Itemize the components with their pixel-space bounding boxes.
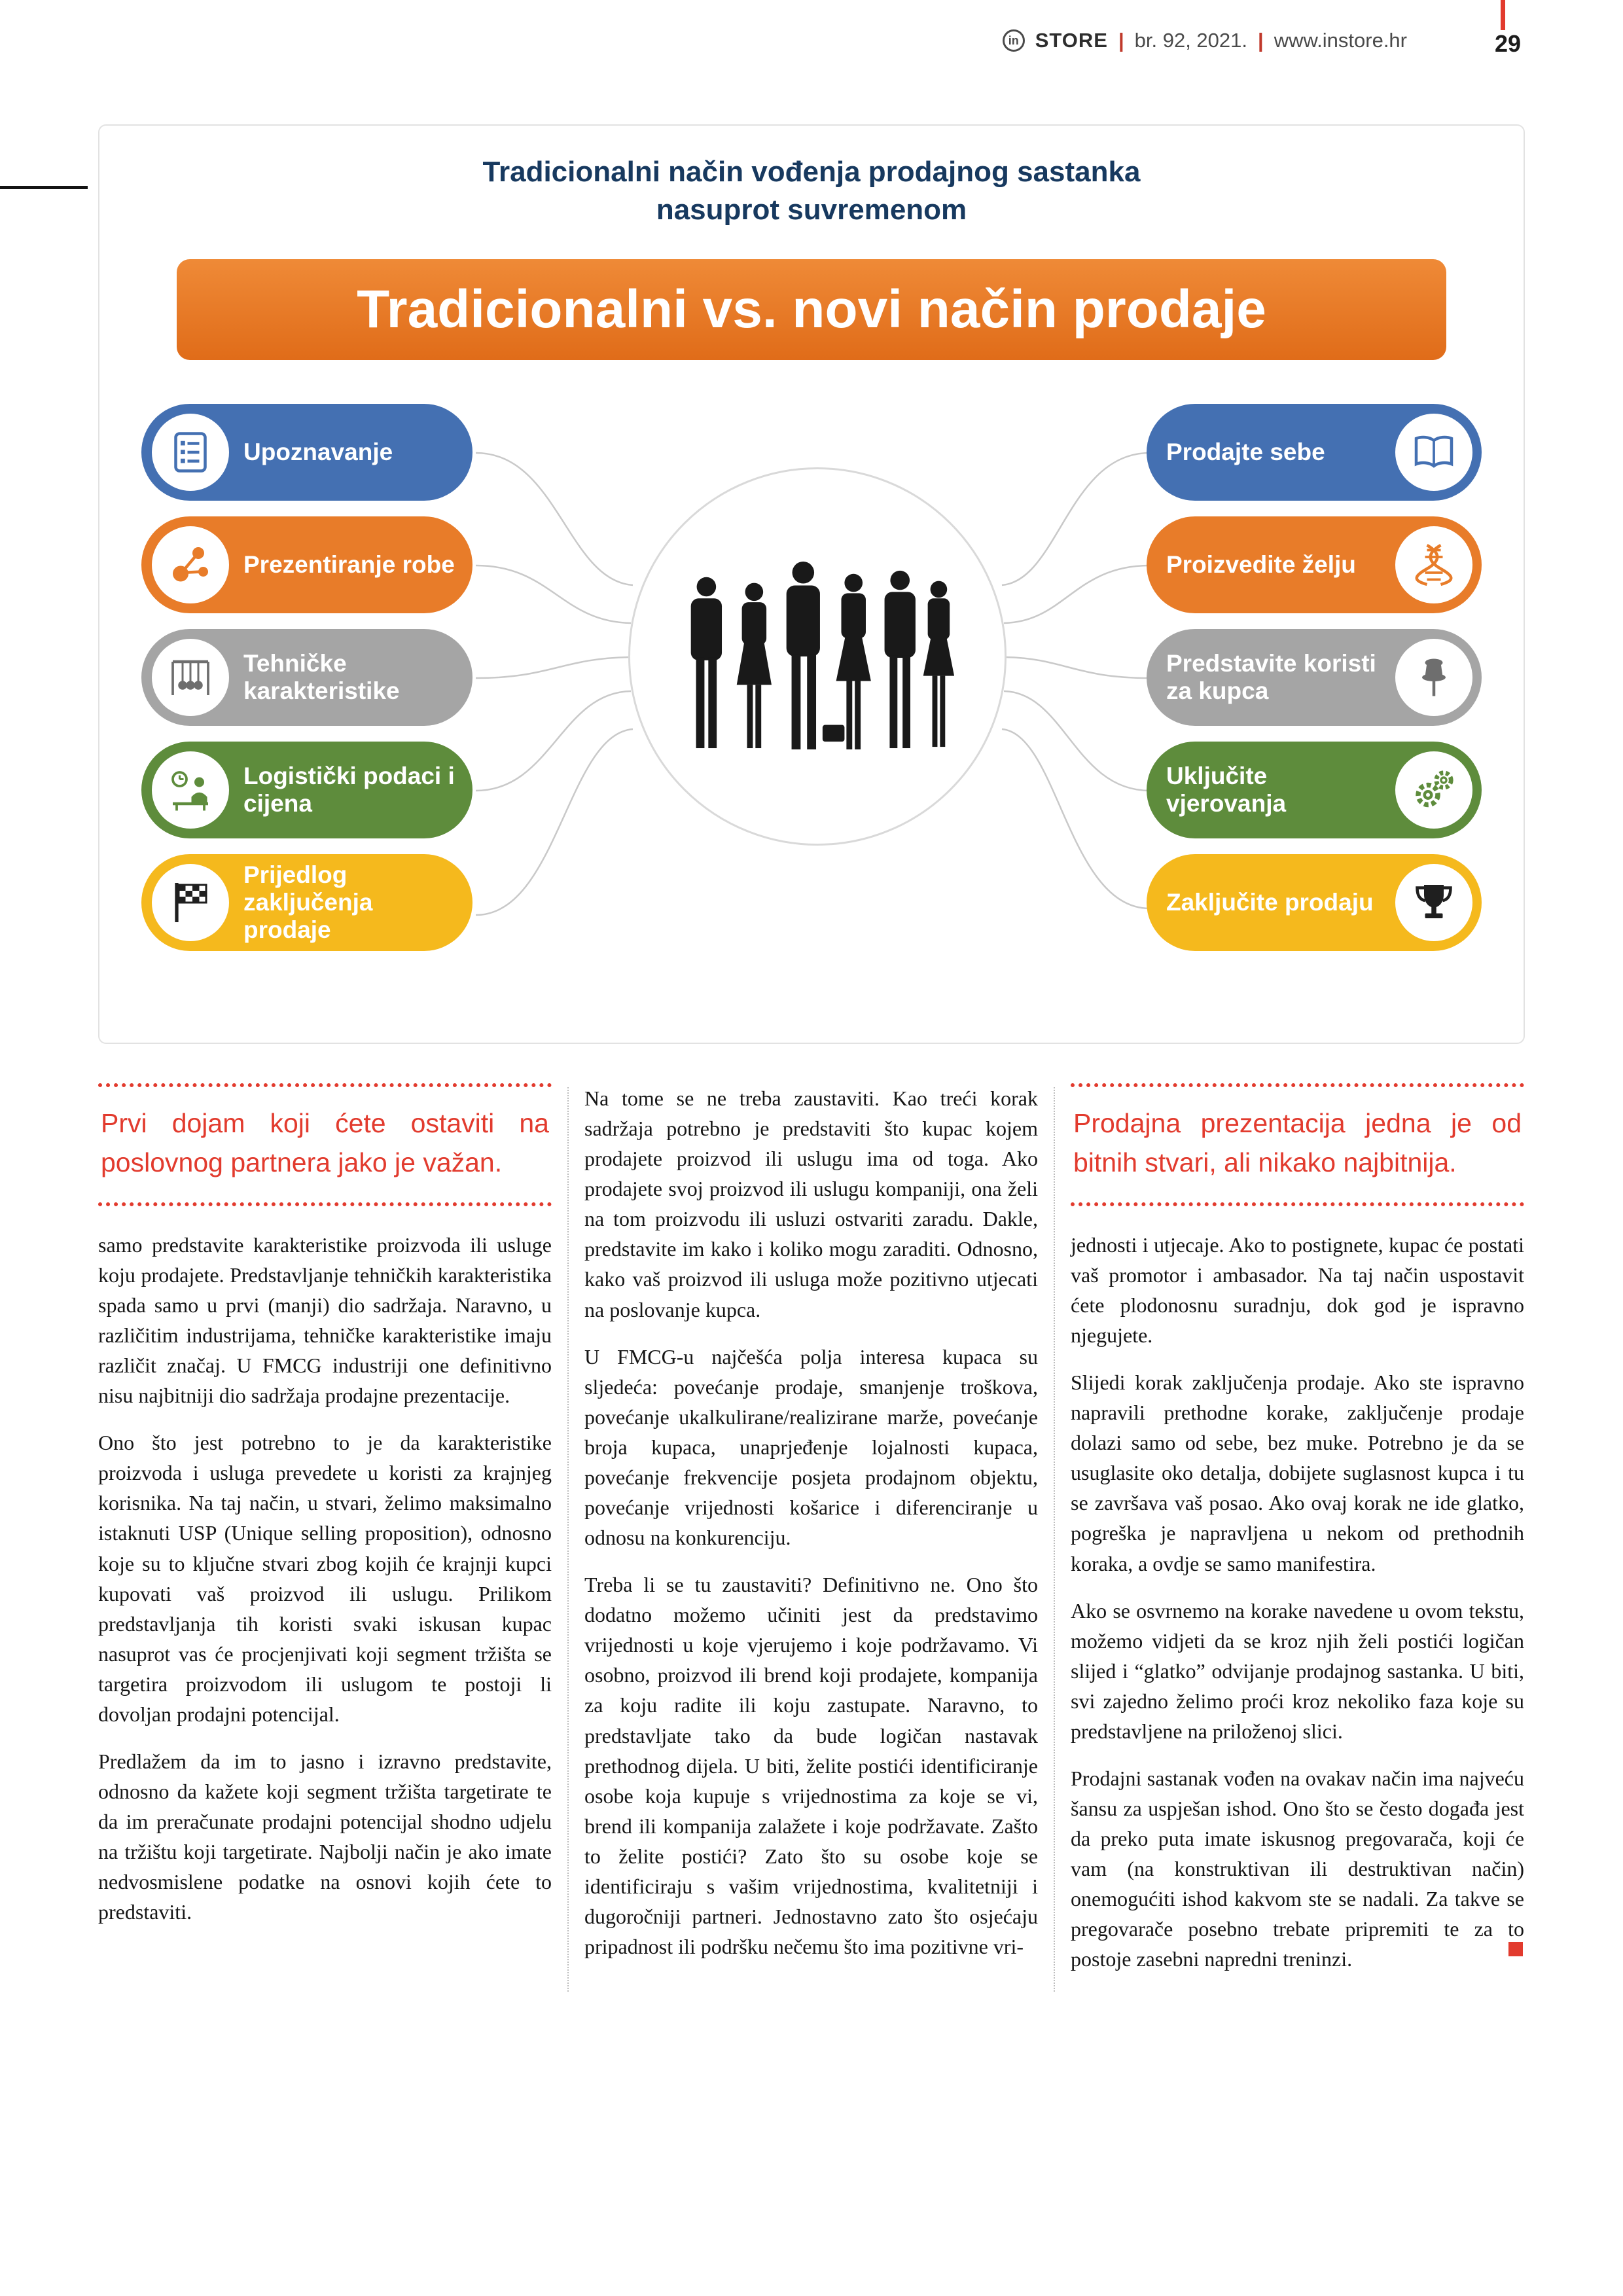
step-pill-label: Proizvedite želju [1166,550,1356,578]
step-pill-logisticki [141,742,473,838]
step-pill-label: Tehničke karakteristike [243,649,400,704]
diagram-banner [177,259,1446,360]
column-divider [1054,1087,1055,1992]
body-paragraph: Treba li se tu zaustaviti? Definitivno ne. Ono što dodatno možemo učiniti jest da predstavimo vrijednosti u koje vjerujemo i koje podržavamo. Vi osobno, proizvod ili brend koji prodajete, kompanija za koju radite ili koju zastupate. Naravno, to predstavljate tako da bude logičan nastavak prethodnog dijela. U biti, želite postići identificiranje osobe koja kupuje s vrijednostima za koje se vi, brend ili kompanija zalažete i koje podržavate. Zašto to želite postići? Zato što su osobe koje se identificiraju s vašim vrijednostima, kvalitetniji i dugoročniji partneri. Jednostavno zato što osjećaju pripadnost ili podršku nečemu što ima pozitivne vri- [584,1573,1038,1959]
step-pill-label: Upoznavanje [243,438,393,465]
checkered-flag-icon-circle [152,864,229,941]
column-2-paragraphs [584,1083,1038,1962]
business-people-silhouettes-image [630,469,1005,844]
instore-logo-icon: in [1003,29,1025,52]
header-separator: | [1258,29,1264,52]
article-end-marker [1508,1942,1523,1956]
step-pill-proizvedite-zelju [1147,516,1482,613]
page-header [1003,29,1407,52]
molecule-icon-circle [152,526,229,603]
body-paragraph: Prodajni sastanak vođen na ovakav način ima najveću šansu za uspješan ishod. Ono što se često događa jest da preko puta imate iskusnog pregovarača, koji će vam (na konstruktivan ili destruktivan način) onemogućiti ishod kakvom ste se nadali. Za takve se pregovarače posebno trebate pripremiti te za to postoje zasebni napredni treninzi. [1071,1766,1524,1971]
trophy-icon [1410,879,1457,926]
checklist-icon [167,429,214,476]
step-pill-zakljucite-prodaju [1147,854,1482,951]
modern-steps-column [1147,404,1482,951]
step-pill-label: Uključite vjerovanja [1166,762,1287,817]
trophy-icon-circle [1395,864,1472,941]
open-book-icon-circle [1395,414,1472,491]
header-separator: | [1118,29,1124,52]
logistics-desk-icon-circle [152,751,229,829]
magazine-brand: STORE [1035,29,1108,52]
diagram-title-line1: Tradicionalni način vođenja prodajnog sastanka [482,156,1141,188]
step-pill-ukljucite-vjerovanja [1147,742,1482,838]
body-paragraph: samo predstavite karakteristike proizvoda ili usluge koju prodajete. Predstavljanje tehničkih karakteristika spada samo u prvi (manji) dio sadržaja. Naravno, u različitim industrijama, tehničke karakteristike imaju različit značaj. U FMCG industriji one definitivno nisu najbitniji dio sadržaja prodajne prezentacije. [98,1232,552,1408]
column-3-paragraphs [1071,1230,1524,1975]
article-column-1 [98,1083,552,1992]
body-paragraph: Slijedi korak zaključenja prodaje. Ako ste ispravno napravili prethodne korake, zaključenje prodaje dolazi samo od sebe, bez muke. Potrebno je da se usuglasite oko detalja, dobijete suglasnost kupca i tu se završava vaš posao. Ako ovaj korak ne ide glatko, pogreška je napravljena u nekom od prethodnih koraka, a ovdje se samo manifestira. [1071,1371,1524,1575]
step-pill-tehnicke [141,629,473,726]
article-column-3 [1071,1083,1524,1992]
molecule-icon [167,541,214,588]
business-people-photo [628,467,1007,846]
left-margin-rule [0,186,88,189]
body-paragraph: U FMCG-u najčešća polja interesa kupaca su sljedeća: povećanje prodaje, smanjenje troškova, povećanje ukalkulirane/realizirane marže, povećanje broja kupaca, unaprjeđenje lojalnosti kupaca, povećanje frekvencije posjeta prodajnom objektu, povećanje vrijednosti košarice i diferenciranje u odnosu na konkurenciju. [584,1344,1038,1550]
step-pill-label: Predstavite koristi za kupca [1166,649,1376,704]
column-divider [567,1087,569,1992]
gears-icon [1410,766,1457,814]
gears-icon-circle [1395,751,1472,829]
pull-quote-1: Prvi dojam koji ćete ostaviti na poslovnog partnera jako je važan. [98,1083,552,1206]
checklist-icon-circle [152,414,229,491]
column-1-paragraphs [98,1230,552,1928]
issue-label: br. 92, 2021. [1134,29,1248,52]
body-paragraph: Na tome se ne treba zaustaviti. Kao treći korak sadržaja potrebno je predstaviti što kupac kojem prodajete proizvod ili uslugu ima od toga. Ako prodajete svoj proizvod ili uslugu kompaniji, ona želi na tom proizvodu ili usluzi ostvariti zaradu. Dakle, predstavite im kako i koliko mogu zaraditi. Odnosno, kako vaš proizvod ili usluga može pozitivno utjecati na poslovanje kupca. [584,1086,1038,1321]
newtons-cradle-icon [167,654,214,701]
diagram-title-line2: nasuprot suvremenom [656,194,967,226]
open-book-icon [1410,429,1457,476]
logistics-desk-icon [167,766,214,814]
step-pill-label: Zaključite prodaju [1166,888,1374,916]
website-url: www.instore.hr [1274,29,1407,52]
article-column-2 [584,1083,1038,1992]
step-pill-label: Prodajte sebe [1166,438,1325,465]
newtons-cradle-icon-circle [152,639,229,716]
step-pill-prezentiranje [141,516,473,613]
diagram-banner-label: Tradicionalni vs. novi način prodaje [357,279,1266,339]
step-pill-predstavite-koristi [1147,629,1482,726]
pull-quote-2: Prodajna prezentacija jedna je od bitnih stvari, ali nikako najbitnija. [1071,1083,1524,1206]
sales-steps-diagram [98,124,1525,1044]
step-pill-label: Prijedlog zaključenja prodaje [243,861,373,944]
step-pill-prijedlog [141,854,473,951]
checkered-flag-icon [167,879,214,926]
step-pill-upoznavanje [141,404,473,501]
article-body [98,1083,1525,1992]
dna-icon-circle [1395,526,1472,603]
body-paragraph: Ako se osvrnemo na korake navedene u ovom tekstu, možemo vidjeti da se kroz njih želi postići logičan slijed i “glatko” odvijanje prodajnog sastanka. U biti, svi zajedno želimo proći kroz nekoliko faza koje su predstavljene na priloženoj slici. [1071,1598,1524,1743]
step-pill-label: Prezentiranje robe [243,550,455,578]
step-pill-label: Logistički podaci i cijena [243,762,455,817]
body-paragraph: Predlažem da im to jasno i izravno predstavite, odnosno da kažete koji segment tržišta targetirate te da im preračunate prodajni potencijal shodno udjelu na tržištu koji targetirate. Najbolji način je ako imate nedvosmislene podatke na osnovi kojih ćete to predstaviti. [98,1749,552,1924]
diagram-title [99,153,1524,229]
dna-icon [1410,541,1457,588]
push-pin-icon-circle [1395,639,1472,716]
red-corner-tick [1501,0,1505,30]
traditional-steps-column [141,404,473,951]
page-number: 29 [1494,30,1521,57]
body-paragraph: Ono što jest potrebno to je da karakteristike proizvoda i usluga prevedete u koristi za krajnjeg korisnika. Na taj način, u stvari, želimo maksimalno istaknuti USP (Unique selling proposition), odnosno koje su to ključne stvari zbog kojih će krajnji kupci kupovati vaš proizvod ili uslugu. Prilikom predstavljanja tih koristi svaki iskusan kupac nasuprot vas će procjenjivati koji segment tržišta se targetira proizvodom ili uslugom te postoji li dovoljan prodajni potencijal. [98,1431,552,1726]
push-pin-icon [1410,654,1457,701]
body-paragraph: jednosti i utjecaje. Ako to postignete, kupac će postati vaš promotor i ambasador. Na taj način uspostavit ćete plodonosnu suradnju, dok god je ispravno njegujete. [1071,1232,1524,1347]
step-pill-prodajte-sebe [1147,404,1482,501]
